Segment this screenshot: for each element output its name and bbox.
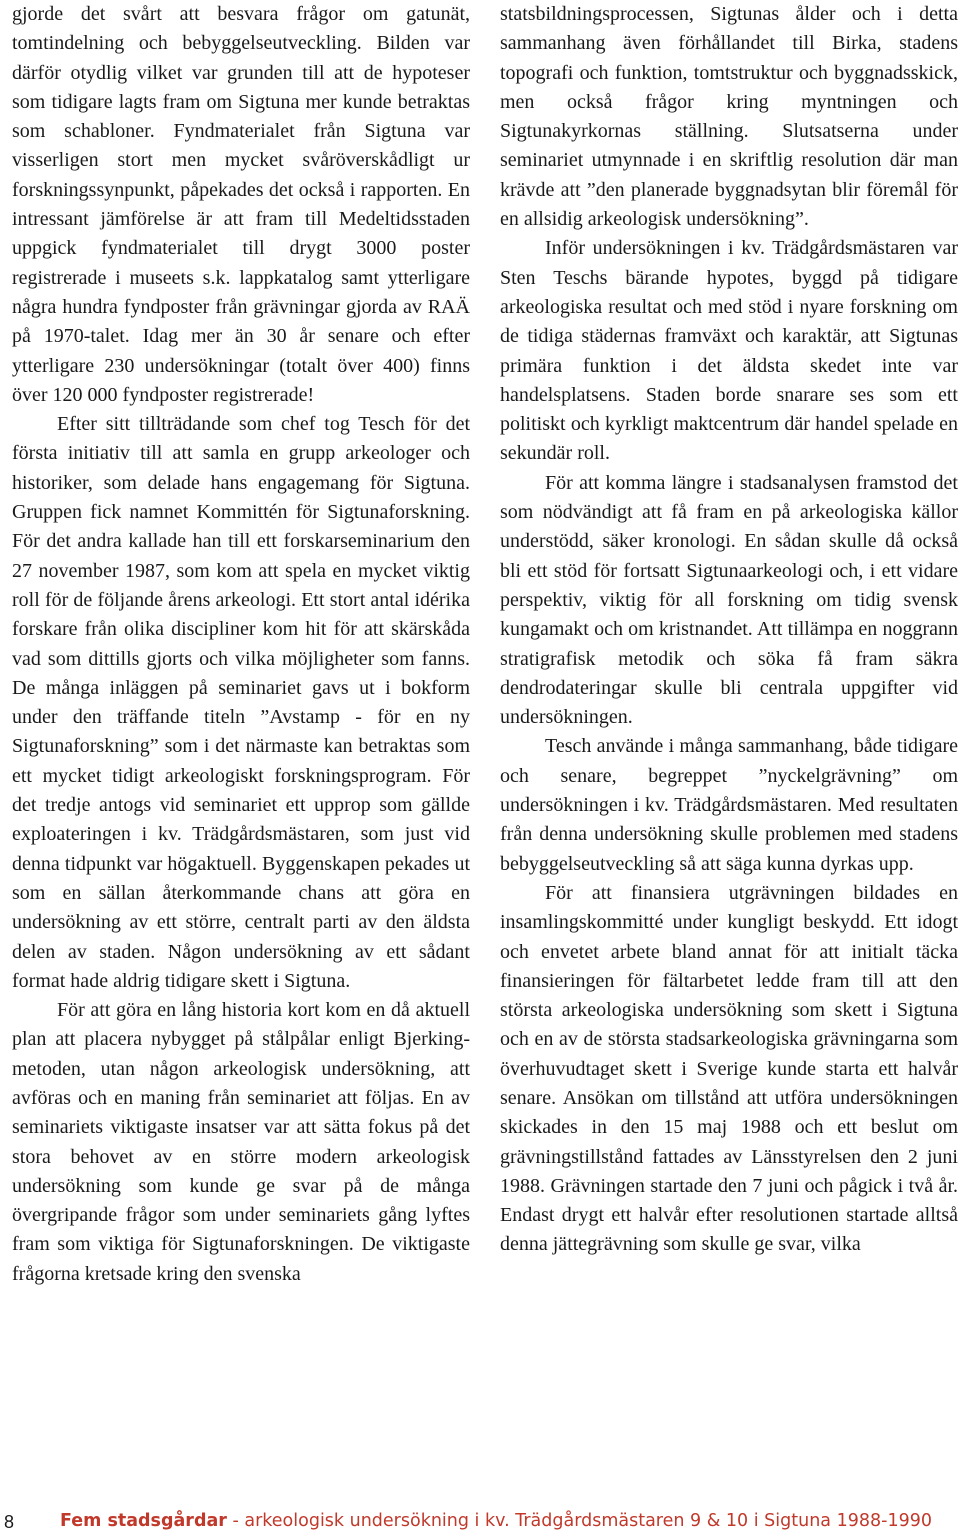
- body-paragraph: statsbildningsprocessen, Sigtunas ålder och i detta sammanhang även förhållandet till Birka, stadens topografi och funktion, tomtstruktur och byggnadsskick, men också frågor kring myntningen och Sigtunakyrkornas ställning. Slutsatserna under seminariet utmynnade i en skriftlig resolution där man krävde att ”den planerade byggnadsytan blir föremål för en allsidig arkeologisk undersökning”.: [500, 3, 958, 231]
- body-paragraph: Efter sitt tillträdande som chef tog Tesch för det första initiativ till att samla en grupp arkeologer och historiker, som delade hans engagemang för Sigtuna. Gruppen fick namnet Kommittén för Sigtunaforskning. För det andra kallade han till ett forskarseminarium den 27 november 1987, som kom att spela en mycket viktig roll för de följande årens arkeologi. Ett stort antal idérika forskare från olika discipliner kom hit för att skärskåda vad som dittills gjorts och vilka möjligheter som fanns. De många inläggen på seminariet gavs ut i bokform under den träffande titeln ”Avstamp - för en ny Sigtunaforskning” som i det närmaste kan betraktas som ett mycket tidigt arkeologiskt forskningsprogram. För det tredje antogs vid seminariet ett upprop som gällde exploateringen i kv. Trädgårdsmästaren, som just vid denna tidpunkt var högaktuell. Byggenskapen pekades ut som en sällan återkommande chans att göra en undersökning av ett större, centralt parti av den äldsta delen av staden. Någon undersökning av ett sådant format hade aldrig tidigare skett i Sigtuna.: [12, 413, 470, 992]
- body-paragraph: För att göra en lång historia kort kom en då aktuell plan att placera nybygget på stålpålar enligt Bjerking-metoden, utan någon arkeologisk undersökning, att avföras och en maning från seminariet att följas. En av seminariets viktigaste insatser var att sätta fokus på det stora behovet av en större modern arkeologisk undersökning som kunde ge svar på de många övergripande frågor som under seminariets gång lyftes fram som viktiga för Sigtunaforskningen. De viktigaste frågorna kretsade kring den svenska: [12, 999, 470, 1285]
- running-title-bold: Fem stadsgårdar: [60, 1511, 227, 1531]
- body-paragraph: gjorde det svårt att besvara frågor om gatunät, tomtindelning och bebyggelseutveckling. Bilden var därför otydlig vilket var grunden till att de hypoteser som tidigare lagts fram om Sigtuna mer kunde betraktas som schabloner. Fyndmaterialet från Sigtuna var visserligen stort men mycket svåröverskådligt ur forskningssynpunkt, påpekades det också i rapporten. En intressant jämförelse är att fram till Medeltidsstaden uppgick fyndmaterialet till drygt 3000 poster registrerade i museets s.k. lappkatalog samt ytterligare några hundra fyndposter från grävningar gjorda av RAÄ på 1970-talet. Idag mer än 30 år senare och efter ytterligare 230 undersökningar (totalt över 400) finns över 120 000 fyndposter registrerade!: [12, 3, 470, 406]
- page-number: 8: [4, 1512, 15, 1532]
- running-title: [60, 1511, 932, 1531]
- right-column: [500, 0, 958, 1260]
- left-column: [12, 0, 470, 1289]
- body-paragraph: Tesch använde i många sammanhang, både tidigare och senare, begreppet ”nyckelgrävning” om undersökningen i kv. Trädgårdsmästaren. Med resultaten från denna undersökning skulle problemen med stadens bebyggelseutveckling så att säga kunna dyrkas upp.: [500, 735, 958, 875]
- body-paragraph: För att finansiera utgrävningen bildades en insamlingskommitté under kungligt beskydd. Ett idogt och envetet arbete bland annat för att initialt täcka finansieringen för fältarbetet ledde fram till att den största arkeologiska undersökning som skett i Sigtuna och en av de största stadsarkeologiska grävningarna som överhuvudtaget skett i Sverige kunde starta ett halvår senare. Ansökan om tillstånd att utföra undersökningen skickades in den 15 maj 1988 och ett beslut om grävningstillstånd fattades av Länsstyrelsen den 2 juni 1988. Grävningen startade den 7 juni och pågick i två år. Endast drygt ett halvår efter resolutionen startade alltså denna jättegrävning som skulle ge svar, vilka: [500, 881, 958, 1256]
- body-paragraph: För att komma längre i stadsanalysen framstod det som nödvändigt att få fram en på arkeologiska källor understödd, säker kronologi. En sådan skulle då också bli ett stöd för fortsatt Sigtunaarkeologi och, i ett vidare perspektiv, viktig för all forskning om tidig svensk kungamakt och om kristnandet. Att tillämpa en noggrann stratigrafisk metodik och söka få fram säkra dendrodateringar skulle bli centrala uppgifter vid undersökningen.: [500, 471, 958, 729]
- body-paragraph: Inför undersökningen i kv. Trädgårdsmästaren var Sten Teschs bärande hypotes, byggd på tidigare arkeologiska resultat och med stöd i nyare forskning om de tidiga städernas framväxt och karaktär, att Sigtunas primära funktion i det äldsta skedet inte var handelsplatsens. Staden borde snarare ses som ett politiskt och kyrkligt maktcentrum där handel spelade en sekundär roll.: [500, 237, 958, 465]
- running-title-rest: - arkeologisk undersökning i kv. Trädgårdsmästaren 9 & 10 i Sigtuna 1988-1990: [226, 1511, 932, 1531]
- page-footer: [0, 1508, 960, 1536]
